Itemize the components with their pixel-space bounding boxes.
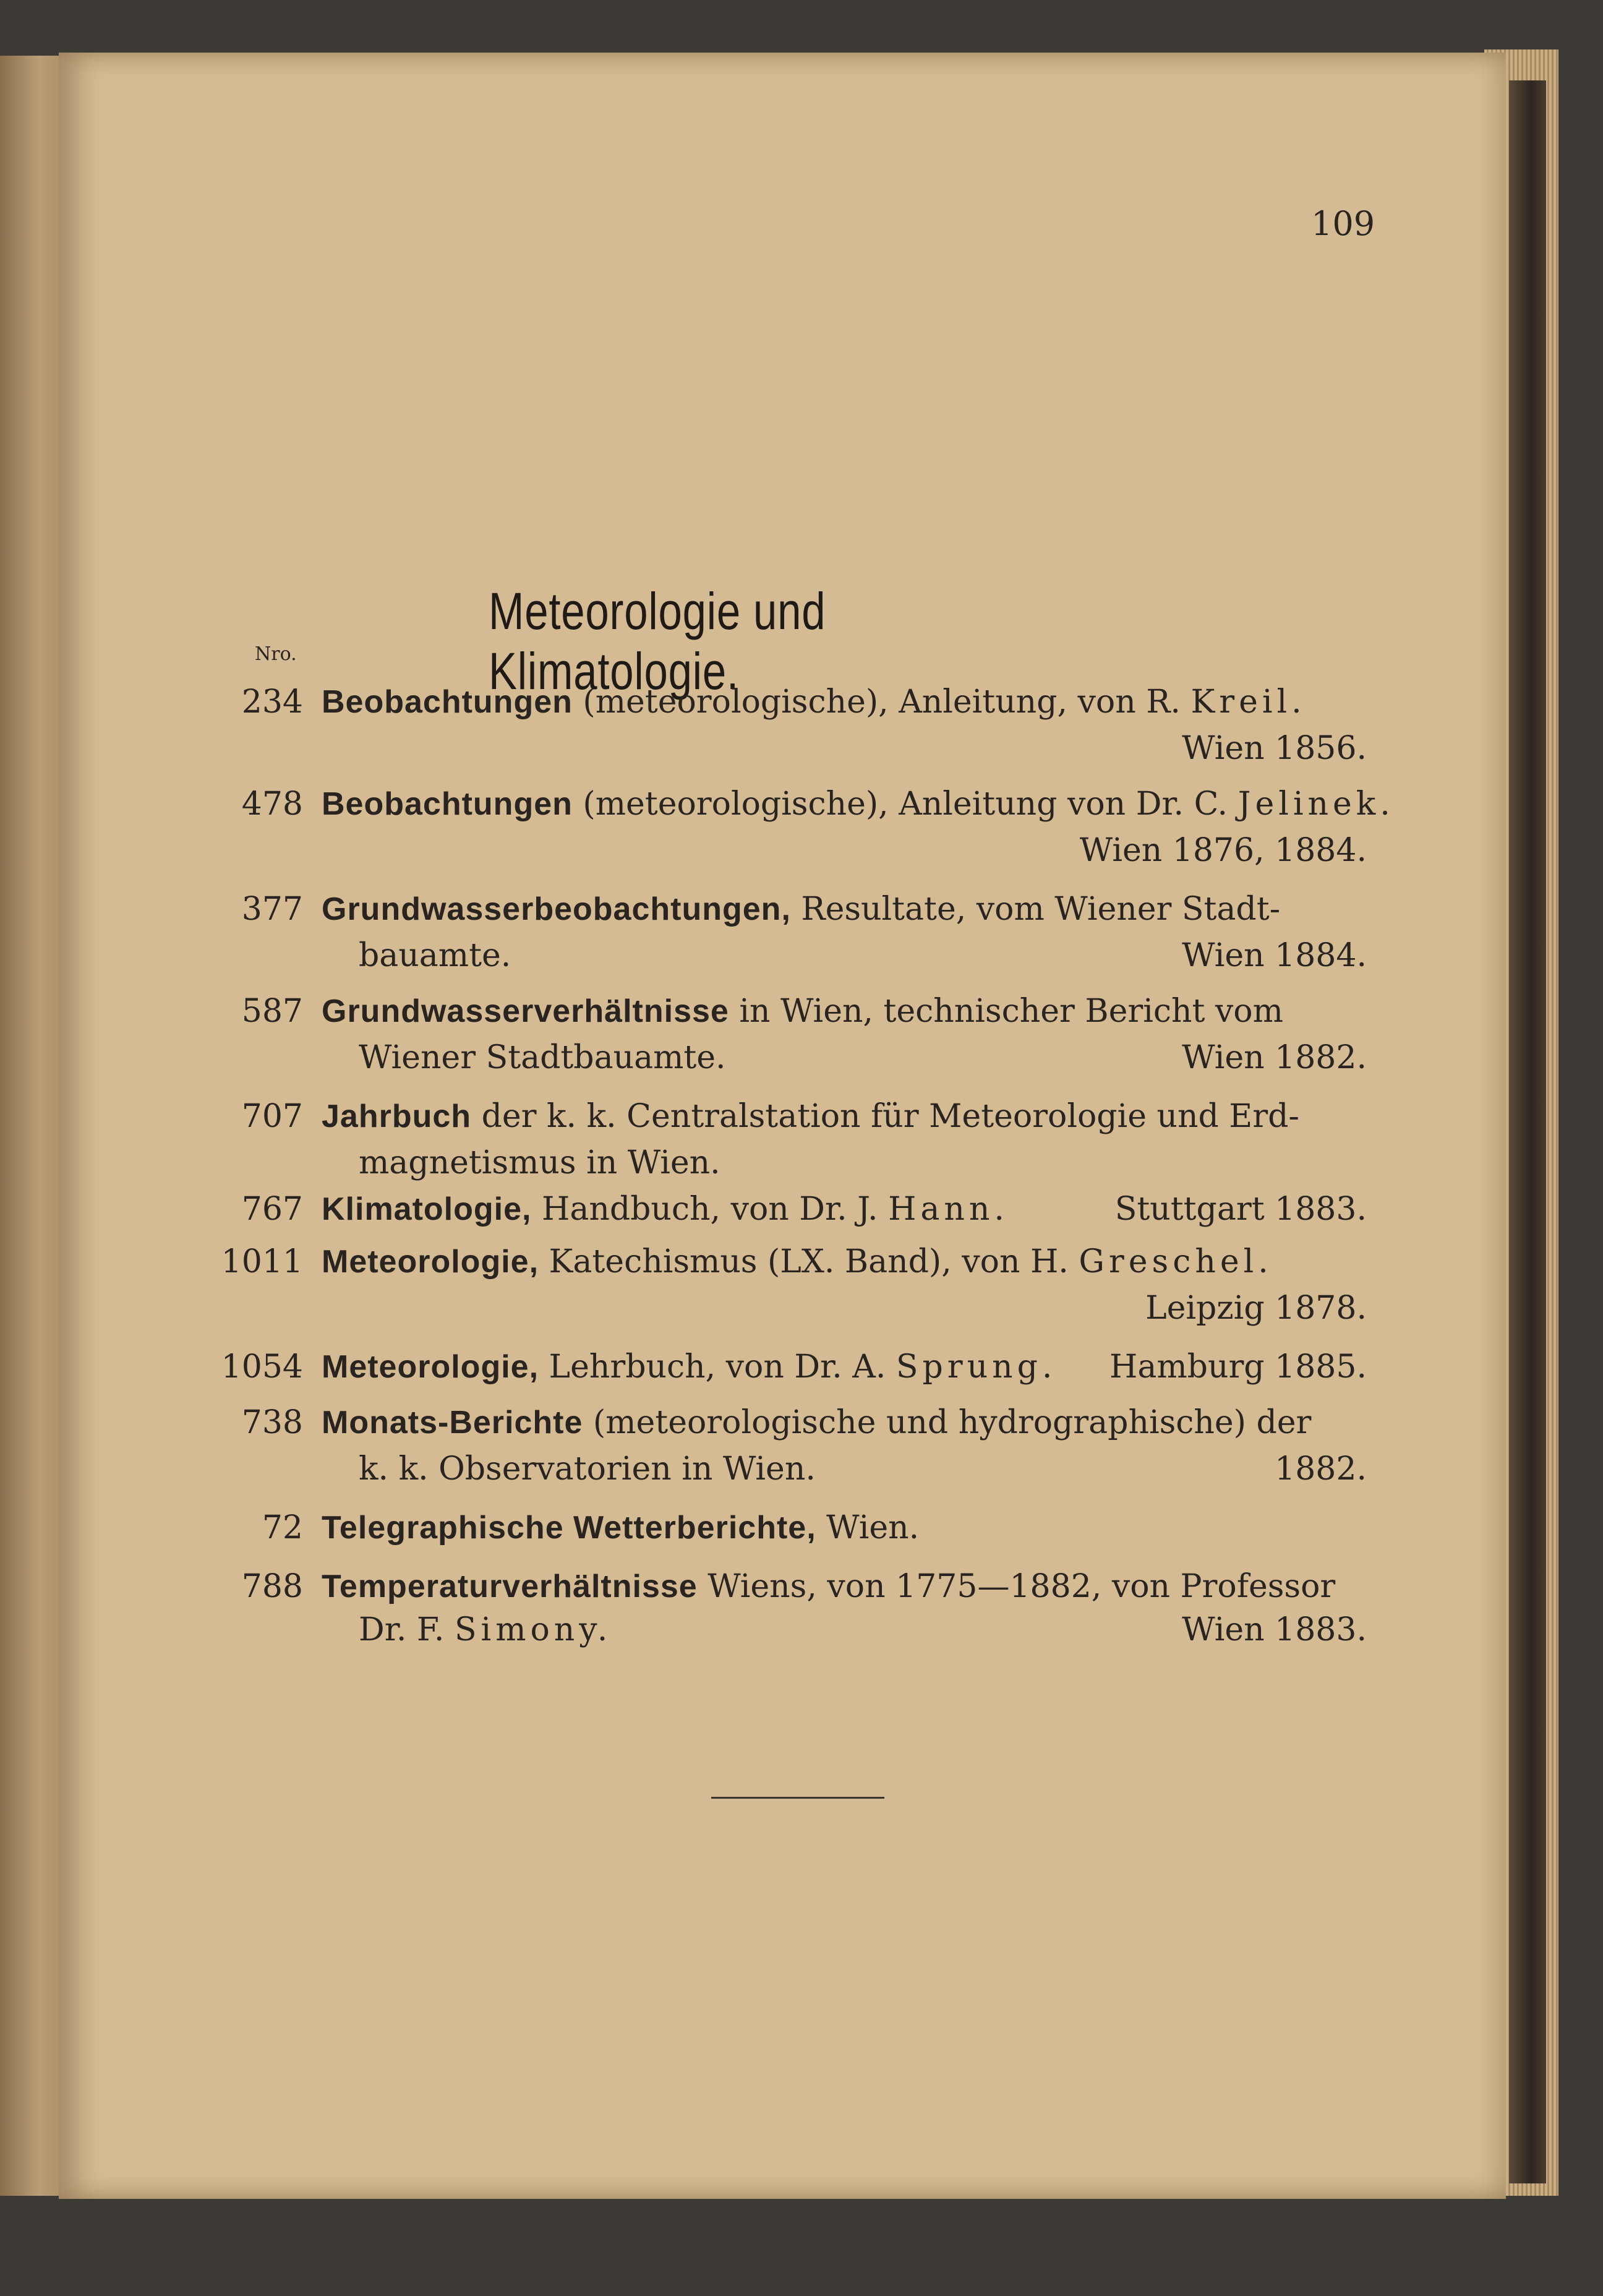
entry-line [322, 891, 1367, 928]
entry-text: Lehrbuch, von Dr. A. [539, 1348, 896, 1386]
entry-line-2 [359, 937, 1367, 974]
entry-publication: Wien 1856. [1182, 730, 1367, 767]
entry-line [322, 993, 1367, 1030]
entry-title: Meteorologie, [322, 1349, 539, 1385]
entry-number: 234 [241, 683, 303, 721]
entry-line-2 [359, 1611, 1367, 1648]
entry-line [322, 683, 1367, 721]
entry-line [322, 1348, 1367, 1386]
entry-line [322, 1098, 1367, 1135]
entry-publication: 1882. [1275, 1450, 1367, 1488]
entry-author: Hann. [888, 1191, 1009, 1228]
entry-line [322, 786, 1395, 823]
entry-line-2 [359, 1039, 1367, 1076]
entry-continuation: magnetismus in Wien. [359, 1144, 720, 1181]
entry-author: Sprung. [896, 1348, 1057, 1386]
entry-number: 767 [241, 1191, 303, 1228]
entry-publication: Wien 1876, 1884. [1079, 832, 1367, 869]
entry-text: (meteorologische), Anleitung, von R. [572, 683, 1191, 721]
number-column-label: Nro. [255, 643, 297, 665]
entry-title: Beobachtungen [322, 684, 573, 720]
entry-text: Resultate, vom Wiener Stadt- [790, 891, 1281, 928]
page-number: 109 [1311, 204, 1375, 243]
entry-line [322, 1509, 1367, 1546]
entry-title: Meteorologie, [322, 1244, 539, 1280]
entry-author: Kreil. [1190, 683, 1306, 721]
entry-text: in Wien, technischer Bericht vom [729, 993, 1283, 1030]
entry-number: 72 [262, 1509, 303, 1546]
entry-line [322, 1568, 1367, 1605]
entry-title: Grundwasserbeobachtungen, [322, 891, 791, 927]
entry-text: (meteorologische und hydrographische) der [583, 1404, 1312, 1441]
entry-number: 738 [241, 1404, 303, 1441]
entry-line [322, 1191, 1367, 1228]
book-cover-edge [1509, 80, 1546, 2183]
entry-line [322, 1243, 1367, 1280]
entry-number: 707 [241, 1098, 303, 1135]
entry-title: Klimatologie, [322, 1191, 532, 1227]
entry-title: Telegraphische Wetterberichte, [322, 1510, 816, 1546]
entry-text: Handbuch, von Dr. J. [531, 1191, 889, 1228]
entry-number: 377 [241, 891, 303, 928]
entry-author: Greschel. [1079, 1243, 1273, 1280]
entry-continuation: Wiener Stadtbauamte. [359, 1039, 726, 1076]
entry-publication: Hamburg 1885. [1109, 1348, 1367, 1386]
entry-number: 1011 [221, 1243, 303, 1280]
entry-line-2 [359, 1450, 1367, 1488]
entry-continuation: Dr. F. [359, 1611, 455, 1648]
entry-title: Temperaturverhältnisse [322, 1569, 698, 1604]
entry-text: der k. k. Centralstation für Meteorologie und Erd- [471, 1098, 1299, 1135]
entry-text: Wien. [816, 1509, 920, 1546]
section-heading: Meteorologie und Klimatologie. [489, 582, 826, 700]
entry-title: Monats-Berichte [322, 1405, 583, 1441]
entry-publication: Stuttgart 1883. [1114, 1191, 1367, 1228]
entry-text: (meteorologische), Anleitung von Dr. C. [572, 786, 1238, 823]
entry-line-2 [359, 1144, 1367, 1181]
entry-number: 587 [241, 993, 303, 1030]
entry-number: 478 [241, 786, 303, 823]
entry-author: Jelinek. [1238, 786, 1395, 823]
entry-title: Grundwasserverhältnisse [322, 993, 729, 1029]
entry-title: Jahrbuch [322, 1099, 472, 1134]
closing-rule [711, 1797, 884, 1799]
entry-continuation: k. k. Observatorien in Wien. [359, 1450, 816, 1488]
entry-publication: Wien 1882. [1182, 1039, 1367, 1076]
entry-number: 1054 [221, 1348, 303, 1386]
entry-line [322, 1404, 1367, 1441]
entry-text: Katechismus (LX. Band), von H. [539, 1243, 1079, 1280]
entry-author: Simony. [454, 1611, 612, 1648]
entry-publication: Leipzig 1878. [1145, 1290, 1367, 1327]
entry-continuation: bauamte. [359, 937, 511, 974]
entry-title: Beobachtungen [322, 786, 573, 822]
entry-publication: Wien 1883. [1182, 1611, 1367, 1648]
entry-text: Wiens, von 1775—1882, von Professor [697, 1568, 1336, 1605]
entry-number: 788 [241, 1568, 303, 1605]
entry-publication: Wien 1884. [1182, 937, 1367, 974]
